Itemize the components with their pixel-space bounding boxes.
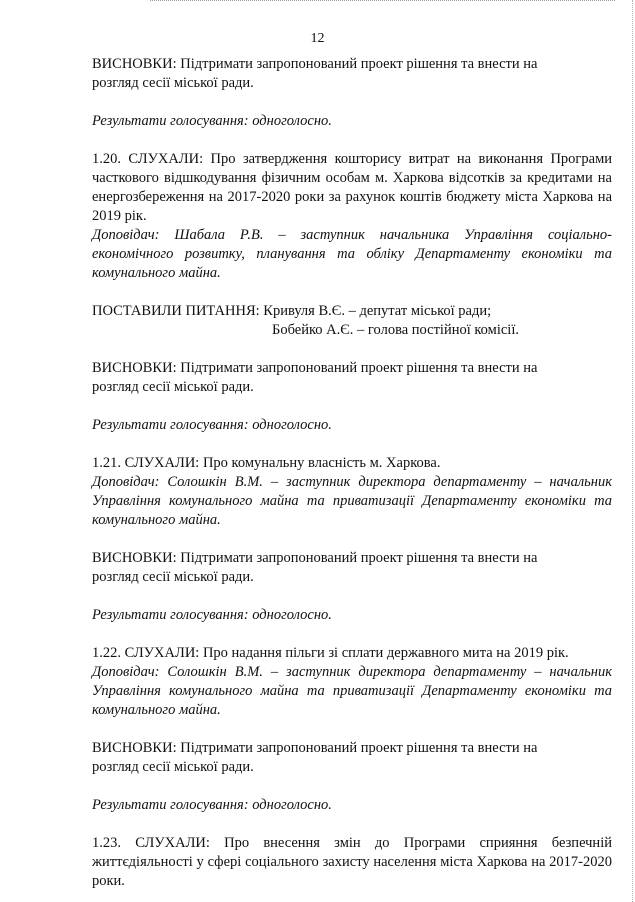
heard-item-1-22: 1.22. СЛУХАЛИ: Про надання пільги зі сплати державного мита на 2019 рік. <box>92 645 569 661</box>
conclusion-paragraph <box>92 549 612 587</box>
conclusion-line: ВИСНОВКИ: Підтримати запропонований проект рішення та внести на <box>92 360 538 376</box>
vote-result: Результати голосування: одноголосно. <box>92 797 332 813</box>
document-body <box>92 55 612 891</box>
conclusion-line: розгляд сесії міської ради. <box>92 379 254 395</box>
questions-line: Бобейко А.Є. – голова постійної комісії. <box>272 322 519 338</box>
conclusion-line: розгляд сесії міської ради. <box>92 759 254 775</box>
heard-item-1-23: 1.23. СЛУХАЛИ: Про внесення змін до Програми сприяння безпечній життєдіяльності у сфері соціального захисту населення міста Харкова на 2017-2020 роки. <box>92 835 612 889</box>
conclusion-line: розгляд сесії міської ради. <box>92 569 254 585</box>
page-number: 12 <box>310 31 325 46</box>
conclusion-line: ВИСНОВКИ: Підтримати запропонований проект рішення та внести на <box>92 550 538 566</box>
vote-result: Результати голосування: одноголосно. <box>92 417 332 433</box>
speaker-line: Доповідач: Солошкін В.М. – заступник директора департаменту – начальник Управління комунального майна та приватизації Департаменту економіки та комунального майна. <box>92 664 612 718</box>
conclusion-line: ВИСНОВКИ: Підтримати запропонований проект рішення та внести на <box>92 56 538 72</box>
questions-line: ПОСТАВИЛИ ПИТАННЯ: Кривуля В.Є. – депутат міської ради; <box>92 303 492 319</box>
conclusion-paragraph <box>92 55 612 93</box>
conclusion-line: розгляд сесії міської ради. <box>92 75 254 91</box>
conclusion-paragraph <box>92 359 612 397</box>
speaker-line: Доповідач: Шабала Р.В. – заступник начальника Управління соціально-економічного розвитку, планування та обліку Департаменту економіки та комунального майна. <box>92 227 612 281</box>
conclusion-paragraph <box>92 739 612 777</box>
heard-item-1-20: 1.20. СЛУХАЛИ: Про затвердження кошторису витрат на виконання Програми часткового відшкодування фізичним особам м. Харкова відсотків за кредитами на енергозбереження на 2017-2020 роки за рахунок коштів бюджету міста Харкова на 2019 рік. <box>92 151 612 224</box>
vote-result: Результати голосування: одноголосно. <box>92 607 332 623</box>
conclusion-line: ВИСНОВКИ: Підтримати запропонований проект рішення та внести на <box>92 740 538 756</box>
scan-edge-right <box>631 0 633 902</box>
vote-result: Результати голосування: одноголосно. <box>92 113 332 129</box>
questions-paragraph <box>92 302 612 340</box>
scan-edge-top <box>150 0 615 2</box>
heard-item-1-21: 1.21. СЛУХАЛИ: Про комунальну власність м. Харкова. <box>92 455 441 471</box>
speaker-line: Доповідач: Солошкін В.М. – заступник директора департаменту – начальник Управління комунального майна та приватизації Департаменту економіки та комунального майна. <box>92 474 612 528</box>
